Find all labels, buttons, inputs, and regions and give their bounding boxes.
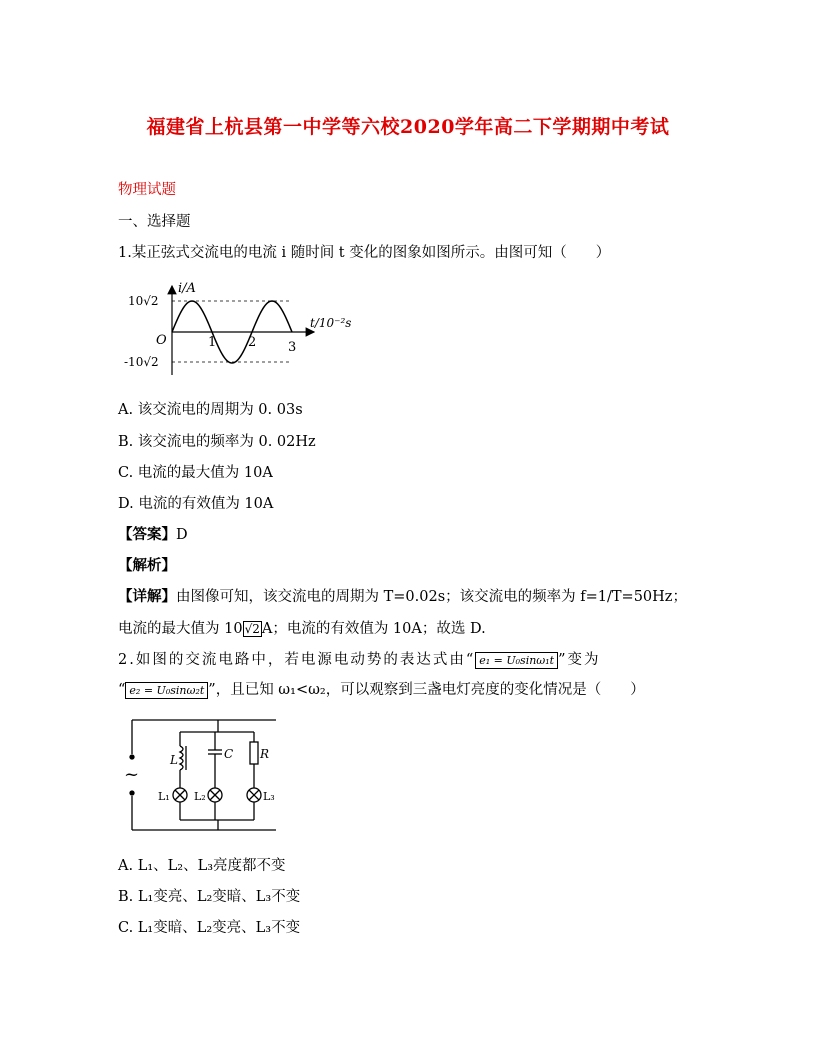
q1-option-b: B. 该交流电的频率为 0. 02Hz <box>118 434 316 450</box>
inductor-coil <box>180 746 183 770</box>
x-tick-3: 3 <box>288 340 297 355</box>
lamp-l1 <box>173 788 187 802</box>
lamp-l2 <box>208 788 222 802</box>
subject-heading: 物理试题 <box>118 182 176 198</box>
q2-stem-2a: “ <box>118 682 126 698</box>
y-max-label: 10√2 <box>128 294 159 308</box>
resistor-box <box>250 742 258 764</box>
x-axis-label: t/10⁻²s <box>310 316 352 330</box>
formula-e1: e₁ = U₀sinω₁t <box>475 652 558 669</box>
q1-option-a: A. 该交流电的周期为 0. 03s <box>118 402 303 418</box>
q2-stem-2b: ”，且已知 ω₁<ω₂，可以观察到三盏电灯亮度的变化情况是（ ） <box>208 682 645 698</box>
x-tick-1: 1 <box>208 335 217 350</box>
current-time-graph <box>122 280 372 380</box>
inductor-label: L <box>170 753 178 767</box>
q2-stem-1a: 2.如图的交流电路中，若电源电动势的表达式由“ <box>118 652 476 668</box>
ac-source-symbol: ~ <box>124 764 140 785</box>
detail-text-2b: A；电流的有效值为 10A；故选 D. <box>261 621 486 637</box>
detail-text-2a: 电流的最大值为 10 <box>118 621 243 637</box>
answer-value: D <box>176 527 188 543</box>
y-min-label: -10√2 <box>124 355 159 369</box>
document-title: 福建省上杭县第一中学等六校2020学年高二下学期期中考试 <box>146 116 670 138</box>
answer-label: 【答案】 <box>118 526 176 543</box>
q2-option-b: B. L₁变亮、L₂变暗、L₃不变 <box>118 889 301 905</box>
q1-option-c: C. 电流的最大值为 10A <box>118 465 273 481</box>
detail-label: 【详解】 <box>118 588 176 605</box>
lamp-l3 <box>247 788 261 802</box>
y-axis-label: i/A <box>178 281 196 296</box>
lamp-l3-label: L₃ <box>263 790 275 803</box>
lamp-l2-label: L₂ <box>194 790 206 803</box>
q1-detail-line-2 <box>118 619 486 639</box>
section-heading: 一、选择题 <box>118 214 191 230</box>
sqrt-two-box: √2 <box>244 622 260 636</box>
q2-option-c: C. L₁变暗、L₂变亮、L₃不变 <box>118 920 301 936</box>
q2-option-a: A. L₁、L₂、L₃亮度都不变 <box>118 858 286 874</box>
circuit-diagram <box>118 712 290 838</box>
capacitor-label: C <box>224 747 234 761</box>
question-2-stem-line-1 <box>118 650 601 670</box>
analysis-label: 【解析】 <box>118 557 176 574</box>
question-2-stem-line-2 <box>118 680 645 700</box>
question-1-stem: 1.某正弦式交流电的电流 i 随时间 t 变化的图象如图所示。由图可知（ ） <box>118 245 611 261</box>
q1-option-d: D. 电流的有效值为 10A <box>118 496 274 512</box>
q1-answer <box>118 525 188 545</box>
formula-e2: e₂ = U₀sinω₂t <box>125 682 208 699</box>
lamp-l1-label: L₁ <box>158 790 170 803</box>
q1-detail-line-1 <box>118 587 687 607</box>
q2-stem-1b: ”变为 <box>558 652 601 668</box>
detail-text-1: 由图像可知，该交流电的周期为 T=0.02s；该交流电的频率为 f=1/T=50Hz； <box>176 589 687 605</box>
resistor-label: R <box>260 747 270 761</box>
origin-label: O <box>156 333 167 348</box>
x-tick-2: 2 <box>248 335 257 350</box>
